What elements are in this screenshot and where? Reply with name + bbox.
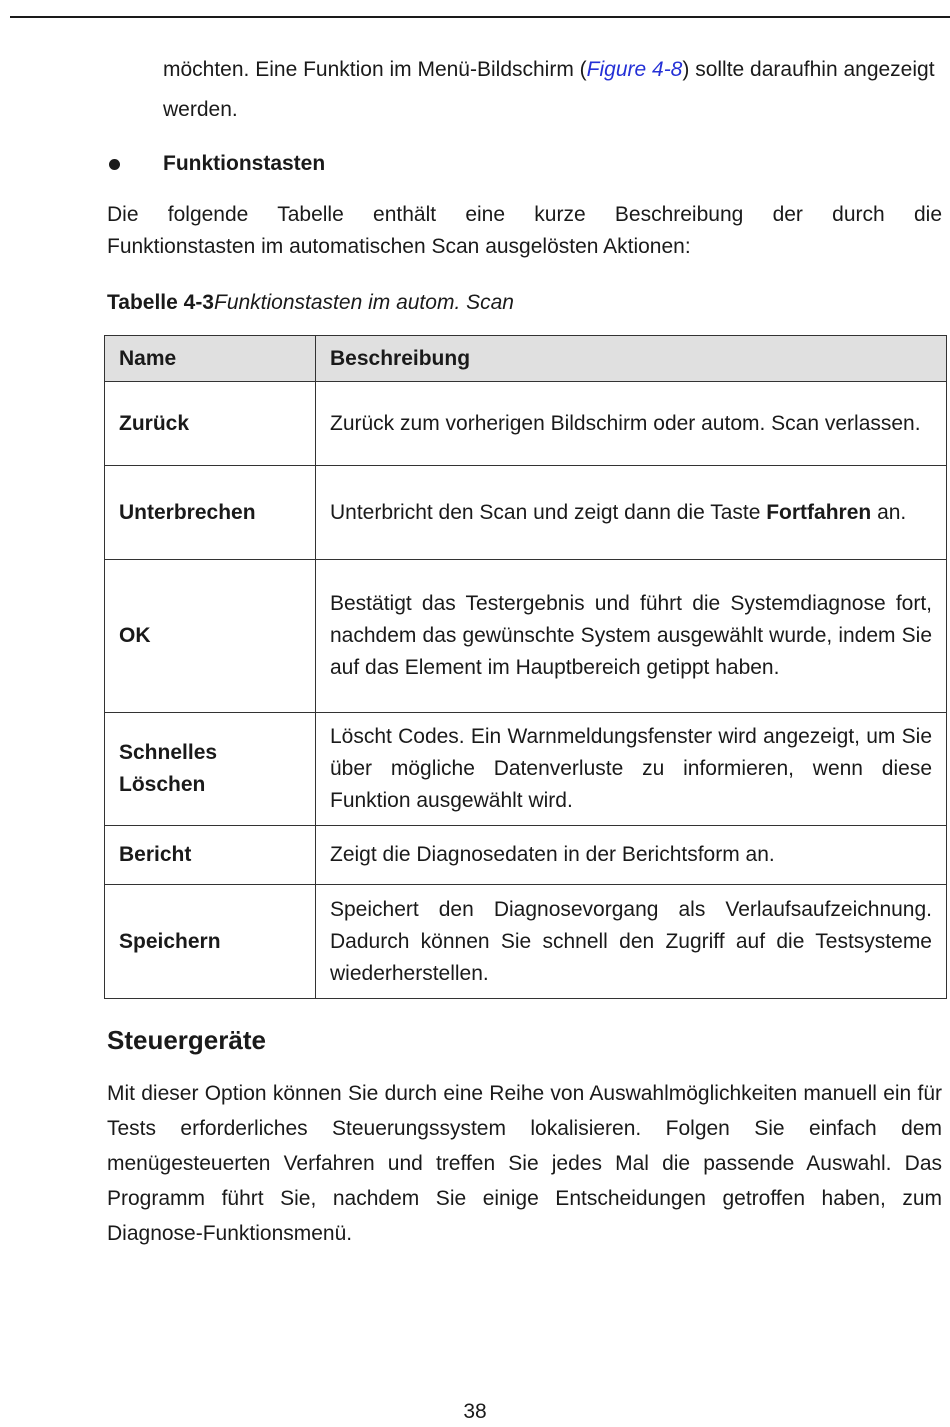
intro-paragraph (163, 50, 943, 130)
figure-reference-link[interactable]: Figure 4-8 (586, 58, 683, 81)
key-description-cell: Zurück zum vorherigen Bildschirm oder autom. Scan verlassen. (316, 382, 947, 466)
key-name-cell: Bericht (105, 826, 316, 885)
key-description-cell: Zeigt die Diagnosedaten in der Berichtsform an. (316, 826, 947, 885)
key-name-cell: Speichern (105, 885, 316, 999)
key-name-cell: Schnelles Löschen (105, 713, 316, 826)
section-heading: Steuergeräte (107, 1025, 266, 1055)
table-row (105, 885, 947, 999)
header-rule (10, 16, 950, 18)
table-intro-line-2: Funktionstasten im automatischen Scan ausgelösten Aktionen: (107, 235, 691, 258)
key-description-cell (316, 466, 947, 560)
function-keys-table (104, 335, 947, 999)
key-name-cell: Unterbrechen (105, 466, 316, 560)
table-row (105, 826, 947, 885)
bullet-item (107, 147, 907, 181)
table-row (105, 382, 947, 466)
intro-text-end: ) sollte daraufhin angezeigt werden. (163, 58, 935, 121)
bullet-heading: Funktionstasten (163, 152, 326, 175)
column-header-description: Beschreibung (316, 336, 947, 382)
description-bold-key: Fortfahren (766, 500, 872, 524)
table-row (105, 560, 947, 713)
table-intro-line-1: Die folgende Tabelle enthält eine kurze Beschreibung der durch die (107, 203, 942, 226)
table-caption-number: Tabelle 4-3 (107, 291, 214, 314)
table-row (105, 713, 947, 826)
page-number: 38 (463, 1400, 487, 1423)
table-caption-title: Funktionstasten im autom. Scan (214, 291, 514, 314)
table-intro-paragraph (107, 199, 942, 263)
key-description-cell: Speichert den Diagnosevorgang als Verlaufsaufzeichnung. Dadurch können Sie schnell den Zugriff auf die Testsysteme wiederherstellen. (316, 885, 947, 999)
key-name-cell: OK (105, 560, 316, 713)
table-caption (107, 286, 514, 320)
intro-text-start: möchten. Eine Funktion im Menü-Bildschirm ( (163, 58, 587, 81)
column-header-name: Name (105, 336, 316, 382)
key-description-cell: Löscht Codes. Ein Warnmeldungsfenster wird angezeigt, um Sie über mögliche Datenverluste zu informieren, wenn diese Funktion ausgewählt wird. (316, 713, 947, 826)
bullet-dot-icon (109, 159, 120, 170)
section-paragraph: Mit dieser Option können Sie durch eine Reihe von Auswahlmöglichkeiten manuell ein für Tests erforderliches Steuerungssystem lokalisieren. Folgen Sie einfach dem menügesteuerten Verfahren und treffen Sie jedes Mal die passende Auswahl. Das Programm führt Sie, nachdem Sie einige Entscheidungen getroffen haben, zum Diagnose-Funktionsmenü. (107, 1082, 942, 1245)
description-text: Unterbricht den Scan und zeigt dann die Taste (330, 500, 767, 524)
key-name-cell: Zurück (105, 382, 316, 466)
key-description-cell: Bestätigt das Testergebnis und führt die Systemdiagnose fort, nachdem das gewünschte System ausgewählt wurde, indem Sie auf das Element im Hauptbereich getippt haben. (316, 560, 947, 713)
table-row (105, 466, 947, 560)
description-text-end: an. (871, 500, 907, 524)
table-header-row (105, 336, 947, 382)
